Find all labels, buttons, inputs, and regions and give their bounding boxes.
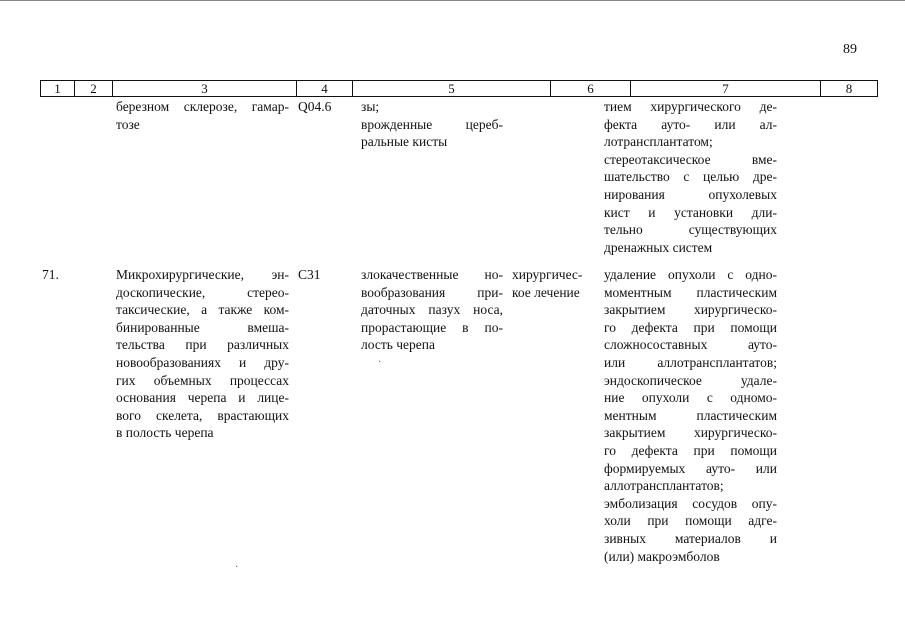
row-71-col3-text [116,266,289,442]
text-line: тозе [116,116,140,132]
text-line: доскопические, стерео- [116,284,289,300]
text-line: формируемых ауто- или [604,460,777,476]
header-col-7: 7 [631,81,821,96]
text-line: шательство с целью дре- [604,169,777,185]
text-line: злокачественные но- [361,267,503,282]
text-line: моментным пластическим [604,284,777,300]
scan-speck: · [235,562,239,573]
text-line: го дефекта при помощи [604,319,777,335]
text-line: ментным пластическим [604,407,777,423]
text-line: сложносоставных ауто- [604,337,777,353]
cont-col5-text [361,98,503,151]
text-line: закрытием хирургическо- [604,425,777,441]
cont-col7-text [604,98,777,256]
text-line: новообразованиях и дру- [116,354,289,370]
text-line: лость черепа [361,337,435,353]
text-line: тельства при различных [116,337,289,353]
text-line: основания черепа и лице- [116,390,289,406]
cont-col4-code [298,98,348,116]
text-line: кист и установки дли- [604,204,777,220]
header-col-6: 6 [551,81,631,96]
header-col-5: 5 [353,81,551,96]
text-line: в полость черепа [116,425,214,441]
row-number: 71. [42,267,59,282]
text-line: прорастающие в по- [361,319,503,335]
header-col-3: 3 [113,81,297,96]
text-line: вообразования при- [361,284,503,300]
text-line: фекта ауто- или ал- [604,116,777,132]
row-71-col7-text [604,266,777,565]
text-line: вого скелета, врастающих [116,407,289,423]
text-line: или аллотрансплантатов; [604,354,777,370]
row-71-col4-code [298,266,348,284]
text-line: лотрансплантатом; [604,134,713,150]
text-line: эндоскопическое удале- [604,372,777,388]
top-rule [0,0,905,4]
icd-code: C31 [298,267,321,282]
text-line: эмболизация сосудов опу- [604,495,777,511]
text-line: таксические, а также ком- [116,302,289,318]
text-line: Микрохирургические, эн- [116,267,289,282]
text-line: удаление опухоли с одно- [604,267,777,282]
header-col-8: 8 [845,81,853,96]
text-line: даточных пазух носа, [361,302,503,318]
text-line: зивных материалов и [604,530,777,546]
row-71-col5-text [361,266,503,354]
text-line: бинированные вмеша- [116,319,289,335]
text-line: тием хирургического де- [604,99,777,114]
text-line: го дефекта при помощи [604,442,777,458]
text-line: врожденные цереб- [361,116,503,132]
text-line: гих объемных процессах [116,372,289,388]
text-line: березном склерозе, гамар- [116,99,289,114]
table-header-row [40,80,878,97]
scan-speck: · [378,357,382,368]
header-col-2: 2 [75,81,113,96]
text-line: дренажных систем [604,239,713,255]
text-line: холи при помощи адге- [604,513,777,529]
text-line: стереотаксическое вме- [604,151,777,167]
text-line: зы; [361,99,380,114]
text-line: кое лечение [512,284,580,300]
header-col-4: 4 [297,81,353,96]
page-number: 89 [843,42,857,57]
row-71-number [42,266,72,284]
text-line: (или) макроэмболов [604,548,720,564]
text-line: аллотрансплантатов; [604,478,724,494]
cont-col3-text [116,98,289,133]
text-line: хирургичес- [512,267,583,282]
text-line: тельно существующих [604,222,777,238]
text-line: закрытием хирургическо- [604,302,777,318]
header-col-1: 1 [41,81,75,96]
icd-code: Q04.6 [298,99,332,114]
row-71-col6-text [512,266,594,301]
text-line: нирования опухолевых [604,186,777,202]
text-line: ние опухоли с одномо- [604,390,777,406]
text-line: ральные кисты [361,134,448,150]
